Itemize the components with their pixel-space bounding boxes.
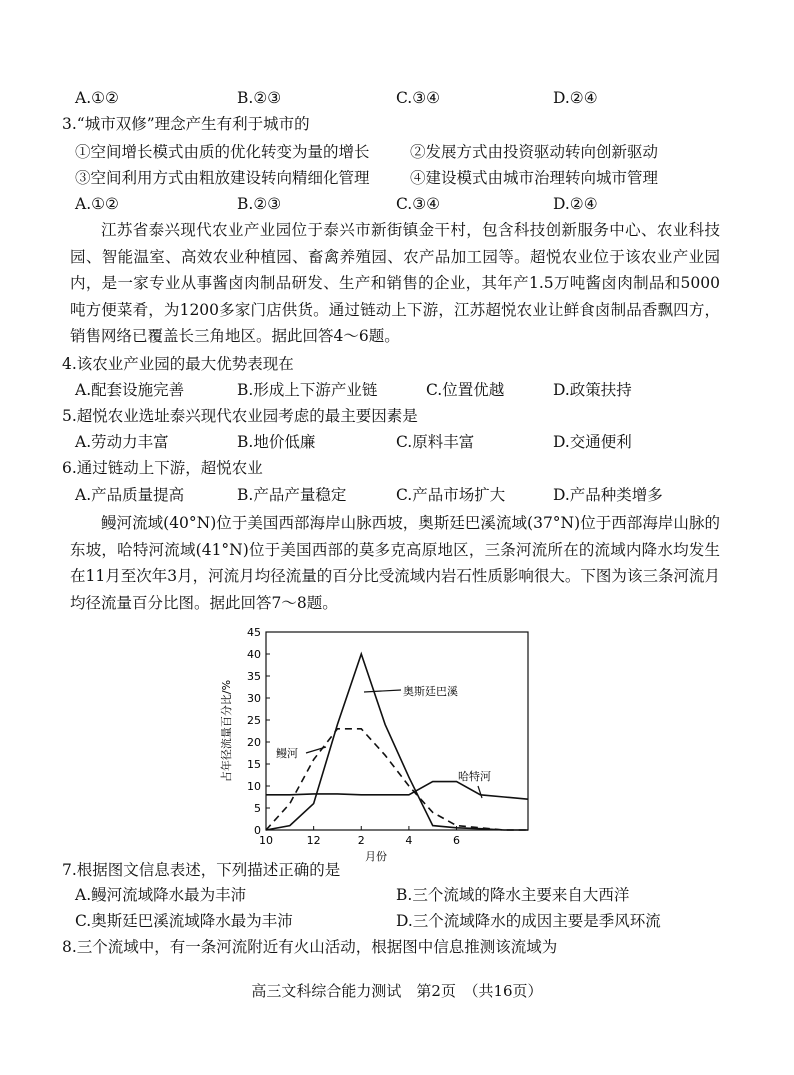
q5-option-c: C.原料丰富	[396, 433, 475, 451]
q6-option-a: A.产品质量提高	[75, 486, 185, 504]
series-label-0: 奥斯廷巴溪	[403, 685, 458, 698]
series-line-2	[266, 782, 528, 800]
series-line-0	[266, 654, 528, 830]
q2-option-d: D.②④	[553, 89, 598, 107]
q3-item-1: ①空间增长模式由质的优化转变为量的增长	[75, 143, 370, 161]
q7-stem: 7.根据图文信息表述，下列描述正确的是	[62, 861, 341, 879]
y-tick-label: 35	[247, 670, 261, 683]
y-tick-label: 40	[247, 648, 261, 661]
q3-stem: 3.“城市双修”理念产生有利于城市的	[62, 115, 310, 133]
y-axis-label: 占年径流量百分比/%	[220, 679, 233, 783]
series-leader-2	[478, 786, 482, 798]
y-tick-label: 25	[247, 714, 261, 727]
q4-option-b: B.形成上下游产业链	[237, 381, 378, 399]
y-tick-label: 15	[247, 758, 261, 771]
q3-item-2: ②发展方式由投资驱动转向创新驱动	[410, 143, 659, 161]
q2-option-a: A.①②	[75, 89, 119, 107]
runoff-chart	[200, 620, 540, 863]
q6-option-b: B.产品产量稳定	[237, 486, 347, 504]
q5-option-b: B.地价低廉	[237, 433, 316, 451]
q3-option-a: A.①②	[75, 195, 119, 213]
q2-option-c: C.③④	[396, 89, 441, 107]
x-tick-label: 6	[453, 834, 461, 847]
q4-option-d: D.政策扶持	[553, 381, 632, 399]
q3-option-c: C.③④	[396, 195, 441, 213]
q4-stem: 4.该农业产业园的最大优势表现在	[62, 355, 294, 373]
q3-option-d: D.②④	[553, 195, 598, 213]
y-tick-label: 10	[247, 780, 261, 793]
q4-option-a: A.配套设施完善	[75, 381, 185, 399]
q5-option-a: A.劳动力丰富	[75, 433, 169, 451]
q7-option-a: A.鳗河流域降水最为丰沛	[75, 886, 247, 904]
q3-item-3: ③空间利用方式由粗放建设转向精细化管理	[75, 169, 370, 187]
q7-option-c: C.奥斯廷巴溪流域降水最为丰沛	[75, 912, 293, 930]
q6-stem: 6.通过链动上下游，超悦农业	[62, 459, 263, 477]
chart-frame	[266, 632, 528, 830]
series-label-1: 鳗河	[276, 747, 298, 760]
y-tick-label: 30	[247, 692, 261, 705]
q2-option-b: B.②③	[237, 89, 282, 107]
passage-2: 鳗河流域(40°N)位于美国西部海岸山脉西坡，奥斯廷巴溪流域(37°N)位于西部海岸山脉的东坡，哈特河流域(41°N)位于美国西部的莫多克高原地区，三条河流所在的流域内降水均发生在11月至次年3月，河流月均径流量的百分比受流域内岩石性质影响很大。下图为该三条河流月均径流量百分比图。据此回答7～8题。	[70, 514, 720, 612]
x-tick-label: 4	[405, 834, 413, 847]
q6-option-c: C.产品市场扩大	[396, 486, 506, 504]
q3-option-b: B.②③	[237, 195, 282, 213]
y-tick-label: 5	[254, 802, 261, 815]
series-label-2: 哈特河	[458, 770, 491, 783]
q3-item-4: ④建设模式由城市治理转向城市管理	[410, 169, 659, 187]
x-tick-label: 10	[259, 834, 273, 847]
q5-option-d: D.交通便利	[553, 433, 632, 451]
series-leader-1	[306, 747, 326, 753]
series-leader-0	[364, 690, 401, 692]
y-tick-label: 20	[247, 736, 261, 749]
q5-stem: 5.超悦农业选址泰兴现代农业园考虑的最主要因素是	[62, 407, 418, 425]
q8-stem: 8.三个流域中，有一条河流附近有火山活动，根据图中信息推测该流域为	[62, 938, 558, 956]
q7-option-d: D.三个流域降水的成因主要是季风环流	[396, 912, 661, 930]
q7-option-b: B.三个流域的降水主要来自大西洋	[396, 886, 630, 904]
x-axis-label: 月份	[365, 850, 388, 863]
passage-1: 江苏省泰兴现代农业产业园位于泰兴市新街镇金干村，包含科技创新服务中心、农业科技园、智能温室、高效农业种植园、畜禽养殖园、农产品加工园等。超悦农业位于该农业产业园内，是一家专业从事酱卤肉制品研发、生产和销售的企业，其年产1.5万吨酱卤肉制品和5000吨方便菜肴，为1200多家门店供货。通过链动上下游，江苏超悦农业让鲜食卤制品香飘四方，销售网络已覆盖长三角地区。据此回答4～6题。	[70, 221, 720, 345]
q6-option-d: D.产品种类增多	[553, 486, 663, 504]
page-footer: 高三文科综合能力测试 第2页 （共16页）	[251, 982, 543, 1000]
q4-option-c: C.位置优越	[426, 381, 505, 399]
x-tick-label: 12	[306, 834, 321, 847]
y-tick-label: 45	[247, 626, 261, 639]
y-tick-label: 0	[254, 824, 261, 837]
x-tick-label: 2	[357, 834, 365, 847]
